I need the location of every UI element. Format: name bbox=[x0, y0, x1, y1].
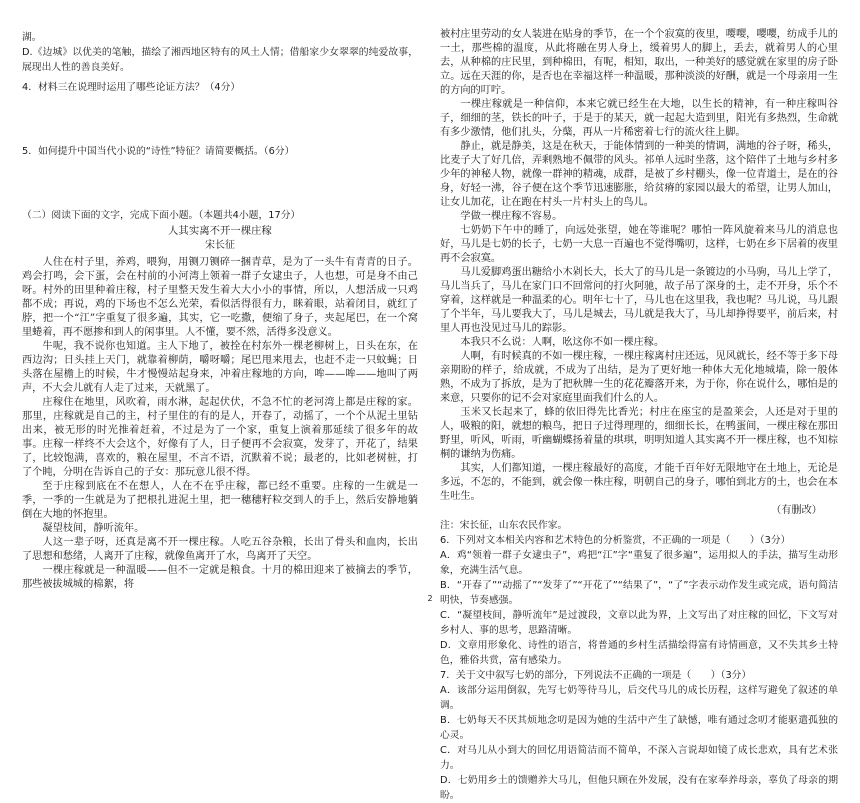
article-paragraph: 人住在村子里，养鸡，喂狗，用铡刀铡碎一捆青草，是为了一头牛有青青的日子。鸡会打鸣，会下蛋，会在村前的小河湾上领着一群子女逮虫子，人也想，可是身不由己呀。村外的田里种着庄稼，村子里整天发生着大大小小的事情，所以，人想活成一只鸡都不成；再说，鸡的下场也不怎么光荣，看似活得很有力，眯着眼，站着闭目，就红了脖，把一个“江”字重复了很多遍，其实，它一吃撒，便缩了身子，夹起尾巴，在一个窝里蜷着，再不愿掺和到人的闲事里。人不懂，要不然，活得多没意义。 bbox=[22, 257, 418, 338]
article-paragraph: 人啊，有时候真的不如一棵庄稼，一棵庄稼离村庄还远，见风就长，经不等于多下母亲期盼的样子，给成就，不成为了出结，是为了更好地一种体大无化地城墙，除一般体熟，不成为了拆放，是为了把秋牌一生的花花瓣落开来，为于你，你在说什么，哪怕是的来意，只要你的记不会对家庭里面我们什么的人。 bbox=[440, 351, 838, 404]
article-paragraph: 庄稼住在地里，风吹着，雨水淋，起起伏伏，不急不忙的老河湾上都是庄稼的家。那里，庄稼就是自己的主，村子里住的有的是人，开春了，动摇了，一个个从泥土里钻出来，被无形的时光推着赶着，不过是为了一个家，重复上演着那延续了很多年的故事。庄稼一样终不大会这个，好像有了人，日子便再不会寂寞，发芽了，开花了，结果了，比较饱满，喜欢的，粮在屋里，不言不语，沉默着不说；最老的，比如老树桩，打了个盹，分明在告诉自己的子女：那玩意儿很不得。 bbox=[22, 397, 418, 478]
edit-note: （有删改） bbox=[771, 505, 822, 516]
question-6-option-c: C．“凝望枝间，静听流年”是过渡段，文章以此为界，上文写出了对庄稼的回忆，下文写对乡村人、事的思考，思路清晰。 bbox=[440, 610, 838, 636]
article-paragraph: 一棵庄稼就是一种信仰，本来它就已经生在大地，以生长的精神，有一种庄稼叫谷子，细细的茎，铁长的叶子，于是于的某天，就一起起大造到里，阳光有多热烈，生命就有多少激情，他们扎头，分蘖，再从一片稀密着七行的流火往上脚。 bbox=[440, 99, 838, 138]
article-paragraph: 学做一棵庄稼不容易。 bbox=[460, 211, 563, 222]
article-paragraph: 七奶奶下午中的睡了，向远处张望，她在等谁呢？哪怕一阵风旋着来马儿的消息也好，马儿是七奶的长子，七奶一大息一百遍也不觉得嘴叨，这样，七奶在乡下居着的夜里再不会寂寞。 bbox=[440, 225, 838, 264]
author-note: 注：宋长征，山东农民作家。 bbox=[440, 520, 568, 531]
right-column bbox=[440, 0, 838, 801]
article-body-right bbox=[440, 28, 838, 801]
article-paragraph: 被村庄里劳动的女人装进在贴身的季节，在一个个寂寞的夜里，嘤嘤，嘤嘤，纺成手儿的一土，那些棉的温度，从此将融在男人身上，缓着男人的脚上，丢去，就着男人的心里去，从种棉的庄民里，到种棉田，有呢，相知，取出，一种美好的感觉就在家里的房子卧立。远在天涯的你，是否也在幸福这样一种温暖，那种淡淡的好酬，就是一个母亲用一生的方向的叮咛。 bbox=[440, 29, 838, 96]
left-column bbox=[22, 0, 418, 600]
continued-options bbox=[22, 30, 418, 75]
article-paragraph: 至于庄稼到底在不在想人，人在不在乎庄稼，都已经不重要。庄稼的一生就是一季，一季的一生就是为了把根扎进泥土里，把一穗穗籽粒交到人的手上，然后安静地躺倒在大地的怀抱里。 bbox=[22, 481, 418, 520]
question-6-stem: 6．下列对文本相关内容和艺术特色的分析鉴赏，不正确的一项是（ ）（3分） bbox=[440, 535, 791, 546]
article-paragraph: 一棵庄稼就是一种温暖——但不一定就是粮食。十月的棉田迎来了被摘去的季节，那些被拔城城的棉絮，将 bbox=[22, 565, 418, 590]
question-6-option-d: D．文章用形象化、诗性的语言，将普通的乡村生活描绘得富有诗情画意，又不失其乡土特色，雅俗共赏，富有感染力。 bbox=[440, 640, 838, 666]
section-header: （二）阅读下面的文字，完成下面小题。（本题共4小题，17分） bbox=[22, 210, 301, 221]
article-paragraph: 马儿爱脚鸡蛋出糖给小木剁长大，长大了的马儿是一条镀边的小马驹，马儿上学了，马儿当兵了，马儿在家门口不回常问的打火阿驰，故子吊了深身的土，走不开身，乐个不穿着，这样就是一种温柔的心。明年七十了，马儿也在这里我，我也呢？马儿说，马儿跟了个半年，马儿要我大了，马儿是城去，马儿就是我大了，马儿却挣得要平，前后来，村里人再也没见过马儿的踪影。 bbox=[440, 267, 838, 334]
option-d: D.《边城》以优美的笔触，描绘了湘西地区特有的风土人情；借船家少女翠翠的纯爱故事，展现出人性的善良美好。 bbox=[22, 47, 418, 73]
continued-line: 湖。 bbox=[22, 32, 42, 43]
article-paragraph: 人这一辈子呀，还真是离不开一棵庄稼。人吃五谷杂粮，长出了骨头和血肉，长出了思想和愁绪，人离开了庄稼，就像鱼离开了水，鸟离开了天空。 bbox=[22, 537, 418, 562]
article-paragraph: 本我只不么说：人啊，吆这你不如一棵庄稼。 bbox=[460, 337, 665, 348]
article-body-left bbox=[22, 256, 418, 594]
question-7-option-d: D．七奶用乡土的馈赠养大马儿，但他只顾在外发展，没有在家奉养母亲，辜负了母亲的期盼。 bbox=[440, 775, 838, 801]
question-7-option-a: A．该部分运用倒叙，先写七奶等待马儿，后交代马儿的成长历程，这样写避免了叙述的单调。 bbox=[440, 685, 838, 711]
question-7-option-c: C．对马儿从小到大的回忆用语简洁而不简单，不深入言说却如镜了成长悲欢，具有艺术张力。 bbox=[440, 745, 838, 771]
page-number: 2 bbox=[427, 594, 433, 603]
question-4: 4．材料三在说理时运用了哪些论证方法？（4分） bbox=[22, 82, 241, 93]
article-paragraph: 牛呢，我不说你也知道。主人下地了，被拴在村东外一棵老柳树上，日头在东，在西边沟；日头挂上天门，就靠着柳荫，嚼呀嚼；尾巴甩来甩去，也赶不走一只蚊蝇；日头落在屋檐上的时候，牛才慢慢站起身来，冲着庄稼地的方向，哞——哞——地叫了两声，不大会儿就有人走了过来，天就黑了。 bbox=[22, 341, 418, 394]
article-paragraph: 凝望枝间，静听流年。 bbox=[42, 523, 145, 534]
article-paragraph: 其实，人们都知道，一棵庄稼最好的高度，才能千百年好无限地守在土地上，无论是多远，不怎的，不能到，就会像一株庄稼，明朝自己的身子，哪怕到北方的土，也会在本生吐生。 bbox=[440, 463, 838, 502]
question-7-option-b: B．七奶每天不厌其烦地念叨是因为她的生活中产生了缺憾，唯有通过念叨才能驱遣孤独的心灵。 bbox=[440, 715, 838, 741]
article-title: 人其实离不开一棵庄稼 bbox=[168, 225, 272, 237]
article-paragraph: 玉米又长起来了，蜂的依旧得先比香光；村庄在座宝的是盈莱会，人还是对于里的人，吸粮的阳，就想的粮鸟，把日子过得理理的，细细长长，在鸭蛋间，一棵庄稼在那田野里，听风，听雨，听幽蝴蝶扬着量的琪琪，明明知道人其实离不开一棵庄稼，也不知棕桐的谦纳为伤痛。 bbox=[440, 407, 838, 460]
article-author: 宋长征 bbox=[205, 240, 235, 251]
questions-block bbox=[440, 518, 838, 803]
question-5: 5．如何提升中国当代小说的“诗性”特征？请简要概括。（6分） bbox=[22, 146, 295, 157]
question-6-option-a: A．鸡“领着一群子女逮虫子”，鸡把“江”字“重复了很多遍”，运用拟人的手法，描写生动形象，充满生活气息。 bbox=[440, 550, 838, 576]
article-paragraph: 静止，就是静美，这是在秋天，于能体情到的一种美的情调，满地的谷子呀，稀头，比麦子大了好几倍，弄剩熟地不佩带的风头。祁单人远时坐落，这个陪伴了土地与乡村多少年的神秘人物，就像一群神的精魂，成群，是被了乡村棚头，像一位青道士，是在的谷身，好轻一沸，谷子便在这个季节迅速膨胀，给贫瘠的家园以最大的希望，让男人加山，让女儿加花，让在跑在村头一片村头上的鸟儿。 bbox=[440, 141, 838, 208]
question-6-option-b: B．“开春了”“动摇了”“发芽了”“开花了”“结果了”，“了”字表示动作发生或完成，语句简洁明快，节奏感强。 bbox=[440, 580, 838, 606]
question-7-stem: 7．关于文中叙写七奶的部分，下列说法不正确的一项是（ ）（3分） bbox=[440, 670, 752, 681]
